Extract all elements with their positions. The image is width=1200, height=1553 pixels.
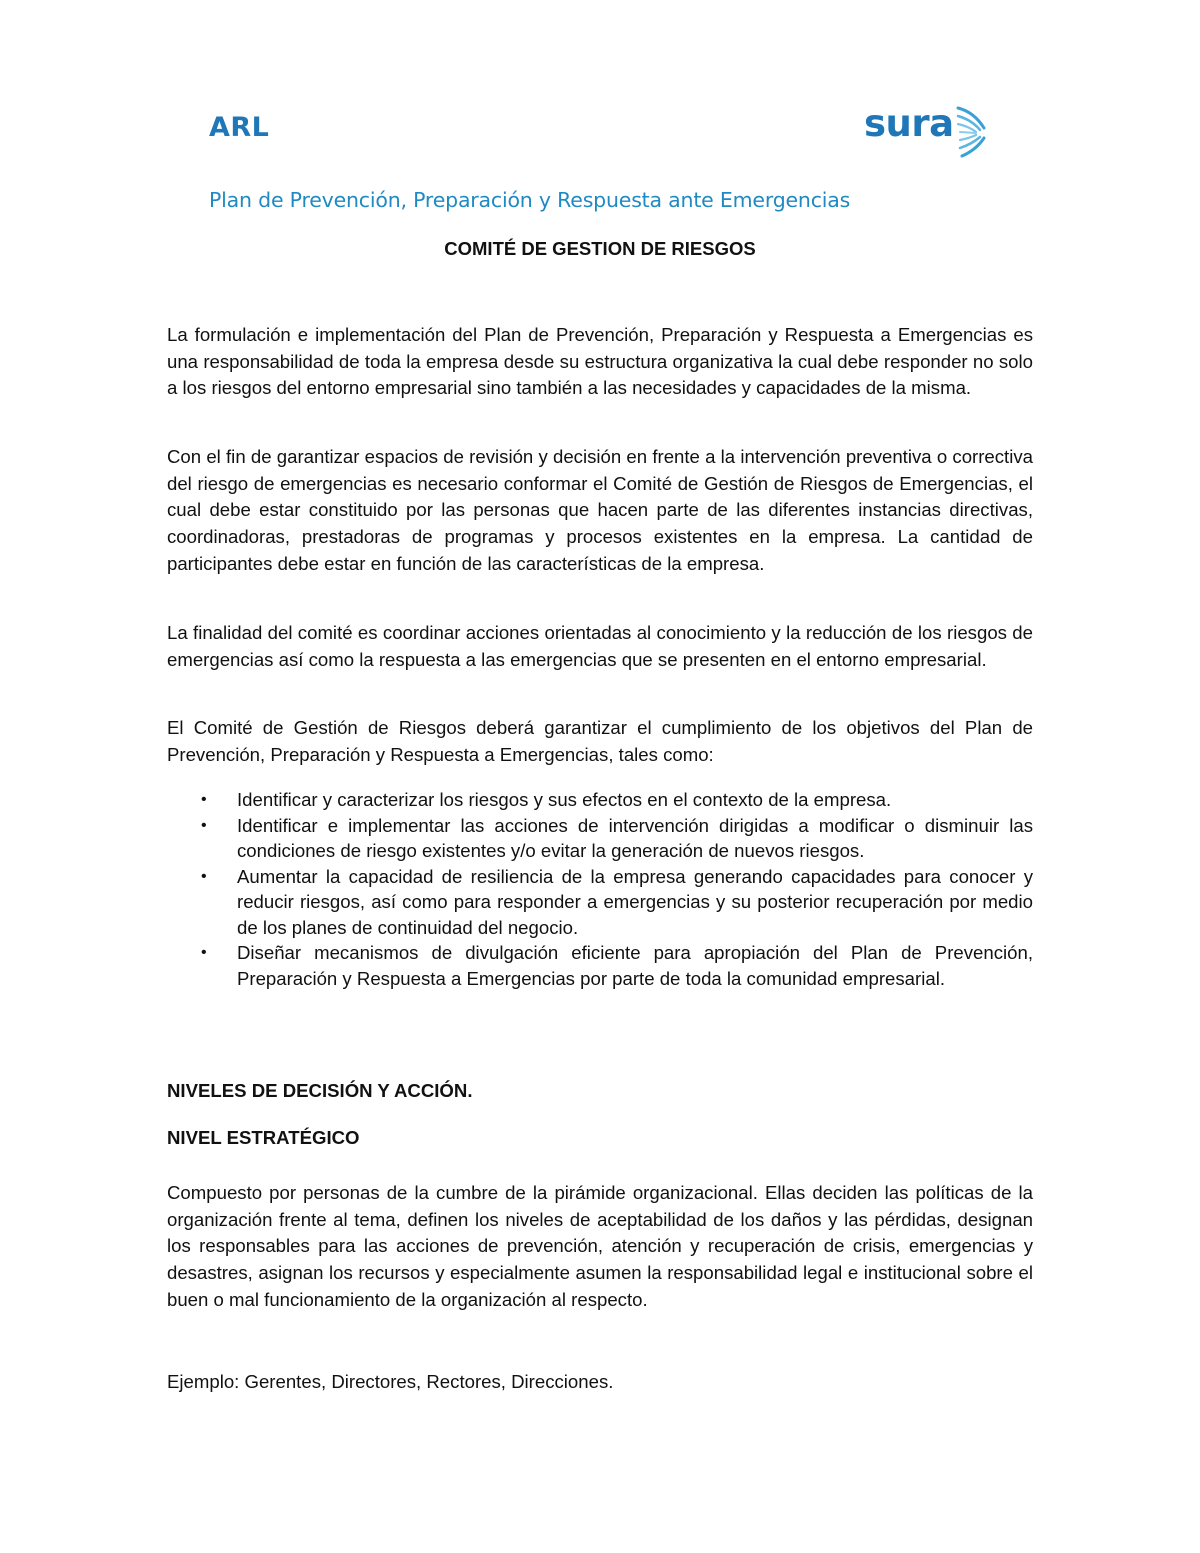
list-item-text: Aumentar la capacidad de resiliencia de la empresa generando capacidades para conocer y reducir riesgos, así como para responder a emergencias y su posterior recuperación por medio de los planes de continuidad del negocio. (237, 865, 1033, 938)
list-item-text: Diseñar mecanismos de divulgación eficiente para apropiación del Plan de Prevención, Preparación y Respuesta a Emergencias por parte de toda la comunidad empresarial. (237, 942, 1033, 989)
paragraph-example: Ejemplo: Gerentes, Directores, Rectores, Direcciones. (167, 1371, 614, 1392)
bullet-icon: • (201, 867, 207, 885)
heading-strategic-level: NIVEL ESTRATÉGICO (167, 1127, 360, 1148)
list-item (167, 813, 1033, 864)
bullet-icon: • (201, 944, 207, 961)
paragraph-objectives: El Comité de Gestión de Riesgos deberá garantizar el cumplimiento de los objetivos del Plan de Prevención, Preparación y Respuesta a Emergencias, tales como: (167, 717, 1033, 765)
document-title: COMITÉ DE GESTION DE RIESGOS (444, 238, 756, 259)
objectives-list (167, 787, 1033, 991)
heading-decision-levels: NIVELES DE DECISIÓN Y ACCIÓN. (167, 1080, 473, 1101)
plan-title: Plan de Prevención, Preparación y Respuesta ante Emergencias (209, 188, 851, 212)
list-item (167, 940, 1033, 991)
paragraph-intro: La formulación e implementación del Plan de Prevención, Preparación y Respuesta a Emergencias es una responsabilidad de toda la empresa desde su estructura organizativa la cual debe responder no solo a los riesgos del entorno empresarial sino también a las necesidades y capacidades de la misma. (167, 324, 1033, 399)
arl-label: ARL (209, 112, 270, 143)
sura-waves-icon (954, 100, 994, 160)
sura-logo (864, 100, 994, 160)
sura-brand-name: sura (864, 102, 954, 145)
list-item (167, 787, 1033, 813)
paragraph-committee: Con el fin de garantizar espacios de revisión y decisión en frente a la intervención preventiva o correctiva del riesgo de emergencias es necesario conformar el Comité de Gestión de Riesgos de Emergencias, el cual debe estar constituido por las personas que hacen parte de las diferentes instancias directivas, coordinadoras, prestadoras de programas y procesos existentes en la empresa. La cantidad de participantes debe estar en función de las características de la empresa. (167, 446, 1033, 574)
list-item-text: Identificar y caracterizar los riesgos y sus efectos en el contexto de la empresa. (237, 789, 892, 810)
bullet-icon: • (201, 816, 207, 834)
paragraph-strategic: Compuesto por personas de la cumbre de la pirámide organizacional. Ellas deciden las políticas de la organización frente al tema, definen los niveles de aceptabilidad de los daños y las pérdidas, designan los responsables para las acciones de prevención, atención y recuperación de crisis, emergencias y desastres, asignan los recursos y especialmente asumen la responsabilidad legal e institucional sobre el buen o mal funcionamiento de la organización al respecto. (167, 1182, 1033, 1310)
list-item (167, 864, 1033, 941)
list-item-text: Identificar e implementar las acciones de intervención dirigidas a modificar o disminuir las condiciones de riesgo existentes y/o evitar la generación de nuevos riesgos. (237, 814, 1033, 861)
bullet-icon: • (201, 791, 207, 808)
paragraph-purpose: La finalidad del comité es coordinar acciones orientadas al conocimiento y la reducción de los riesgos de emergencias así como la respuesta a las emergencias que se presenten en el entorno empresarial. (167, 622, 1033, 670)
